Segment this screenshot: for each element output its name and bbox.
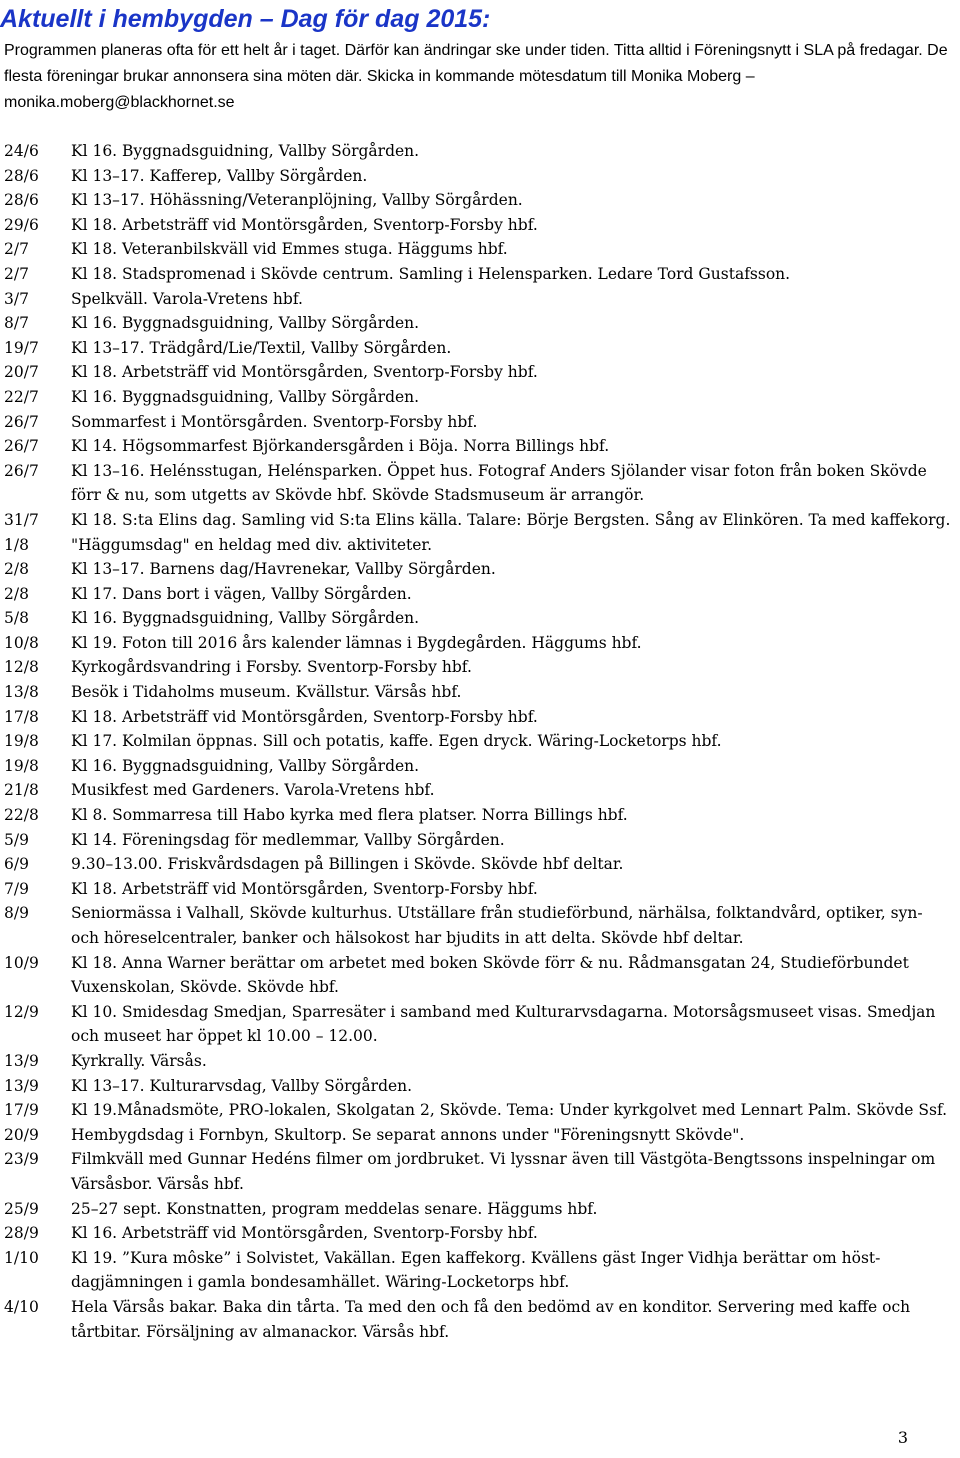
event-text: Kl 14. Högsommarfest Björkandersgården i Böja. Norra Billings hbf. bbox=[71, 437, 610, 456]
event-row bbox=[4, 139, 956, 164]
event-row bbox=[4, 533, 956, 558]
event-text: Kyrkrally. Värsås. bbox=[71, 1051, 207, 1070]
event-text: Kl 18. Stadspromenad i Skövde centrum. Samling i Helensparken. Ledare Tord Gustafsson. bbox=[71, 264, 791, 283]
event-date: 8/9 bbox=[4, 904, 29, 923]
event-text: Kl 17. Dans bort i vägen, Vallby Sörgården. bbox=[71, 584, 412, 603]
event-text: Kl 13–17. Höhässning/Veteranplöjning, Vallby Sörgården. bbox=[71, 191, 523, 210]
event-date: 2/7 bbox=[4, 240, 29, 259]
event-date: 2/8 bbox=[4, 584, 29, 603]
event-text: Filmkväll med Gunnar Hedéns filmer om jordbruket. Vi lyssnar även till Västgöta-Bengtssons inspelningar om Värsåsbor. Värsås hbf. bbox=[71, 1150, 936, 1193]
event-row bbox=[4, 1197, 956, 1222]
event-row bbox=[4, 410, 956, 435]
event-row bbox=[4, 1000, 956, 1049]
event-row bbox=[4, 459, 956, 508]
event-date: 19/7 bbox=[4, 338, 39, 357]
event-row bbox=[4, 1074, 956, 1099]
event-date: 10/9 bbox=[4, 953, 39, 972]
event-text: Besök i Tidaholms museum. Kvällstur. Värsås hbf. bbox=[71, 683, 462, 702]
event-row bbox=[4, 606, 956, 631]
event-text: Kl 18. Arbetsträff vid Montörsgården, Sventorp-Forsby hbf. bbox=[71, 363, 538, 382]
event-date: 28/9 bbox=[4, 1224, 39, 1243]
event-row bbox=[4, 213, 956, 238]
event-text: Sommarfest i Montörsgården. Sventorp-Forsby hbf. bbox=[71, 412, 478, 431]
event-row bbox=[4, 1123, 956, 1148]
event-text: Kl 13–17. Kafferep, Vallby Sörgården. bbox=[71, 166, 368, 185]
event-date: 3/7 bbox=[4, 289, 29, 308]
event-date: 21/8 bbox=[4, 781, 39, 800]
event-row bbox=[4, 803, 956, 828]
event-date: 1/10 bbox=[4, 1248, 39, 1267]
event-date: 20/9 bbox=[4, 1125, 39, 1144]
event-text: Kl 18. Anna Warner berättar om arbetet med boken Skövde förr & nu. Rådmansgatan 24, Studieförbundet Vuxenskolan, Skövde. Skövde hbf. bbox=[71, 953, 909, 997]
event-text: Kl 18. Arbetsträff vid Montörsgården, Sventorp-Forsby hbf. bbox=[71, 707, 538, 726]
event-row bbox=[4, 360, 956, 385]
event-date: 28/6 bbox=[4, 191, 39, 210]
event-row bbox=[4, 877, 956, 902]
event-row bbox=[4, 655, 956, 680]
event-text: Kl 19. ”Kura môske” i Solvistet, Vakällan. Egen kaffekorg. Kvällens gäst Inger Vidhja berättar om höst-dagjämningen i gamla bondesamhället. Wäring-Locketorps hbf. bbox=[71, 1248, 881, 1292]
event-text: Kl 16. Byggnadsguidning, Vallby Sörgården. bbox=[71, 387, 420, 406]
event-row bbox=[4, 729, 956, 754]
event-row bbox=[4, 705, 956, 730]
event-date: 19/8 bbox=[4, 756, 39, 775]
event-row bbox=[4, 237, 956, 262]
event-date: 17/8 bbox=[4, 707, 39, 726]
event-date: 22/8 bbox=[4, 806, 39, 825]
event-row bbox=[4, 508, 956, 533]
event-date: 26/7 bbox=[4, 437, 39, 456]
event-date: 28/6 bbox=[4, 166, 39, 185]
event-row bbox=[4, 164, 956, 189]
event-row bbox=[4, 582, 956, 607]
event-row bbox=[4, 680, 956, 705]
event-text: Kl 18. Arbetsträff vid Montörsgården, Sventorp-Forsby hbf. bbox=[71, 879, 538, 898]
event-date: 5/9 bbox=[4, 830, 29, 849]
event-text: "Häggumsdag" en heldag med div. aktiviteter. bbox=[71, 535, 433, 554]
event-date: 8/7 bbox=[4, 314, 29, 333]
event-text: Kl 13–17. Barnens dag/Havrenekar, Vallby Sörgården. bbox=[71, 560, 496, 579]
event-text: Kl 13–17. Kulturarvsdag, Vallby Sörgården. bbox=[71, 1076, 413, 1095]
event-row bbox=[4, 336, 956, 361]
event-row bbox=[4, 1246, 956, 1295]
event-text: Kl 19. Foton till 2016 års kalender lämnas i Bygdegården. Häggums hbf. bbox=[71, 633, 642, 652]
event-text: Seniormässa i Valhall, Skövde kulturhus. Utställare från studieförbund, närhälsa, folktandvård, optiker, syn- och höreselcentraler, banker och hälsokost har bjudits in att delta. Skövde hbf deltar. bbox=[71, 904, 923, 947]
event-text: Hembygdsdag i Fornbyn, Skultorp. Se separat annons under "Föreningsnytt Skövde". bbox=[71, 1125, 745, 1144]
event-date: 5/8 bbox=[4, 609, 29, 628]
event-date: 2/8 bbox=[4, 560, 29, 579]
event-date: 13/9 bbox=[4, 1051, 39, 1070]
event-row bbox=[4, 901, 956, 950]
event-text: Kl 10. Smidesdag Smedjan, Sparresäter i samband med Kulturarvsdagarna. Motorsågsmuseet visas. Smedjan och museet har öppet kl 10.00 – 12.00. bbox=[71, 1002, 936, 1046]
event-text: Kyrkogårdsvandring i Forsby. Sventorp-Forsby hbf. bbox=[71, 658, 472, 677]
event-text: Kl 16. Byggnadsguidning, Vallby Sörgården. bbox=[71, 756, 420, 775]
event-row bbox=[4, 951, 956, 1000]
event-date: 25/9 bbox=[4, 1199, 39, 1218]
event-date: 29/6 bbox=[4, 215, 39, 234]
event-row bbox=[4, 778, 956, 803]
event-row bbox=[4, 1098, 956, 1123]
event-date: 4/10 bbox=[4, 1297, 39, 1316]
event-date: 31/7 bbox=[4, 510, 39, 529]
event-row bbox=[4, 828, 956, 853]
event-text: Kl 16. Byggnadsguidning, Vallby Sörgården. bbox=[71, 314, 420, 333]
event-text: Kl 18. S:ta Elins dag. Samling vid S:ta Elins källa. Talare: Börje Bergsten. Sång av Elinkören. Ta med kaffekorg. bbox=[71, 510, 951, 529]
page-title: Aktuellt i hembygden – Dag för dag 2015: bbox=[0, 5, 491, 33]
event-text: Kl 19.Månadsmöte, PRO-lokalen, Skolgatan 2, Skövde. Tema: Under kyrkgolvet med Lennart Palm. Skövde Ssf. bbox=[71, 1101, 948, 1120]
event-row bbox=[4, 852, 956, 877]
event-text: 25–27 sept. Konstnatten, program meddelas senare. Häggums hbf. bbox=[71, 1199, 598, 1218]
event-text: Kl 13–17. Trädgård/Lie/Textil, Vallby Sörgården. bbox=[71, 338, 452, 357]
event-date: 13/8 bbox=[4, 683, 39, 702]
event-text: Kl 16. Arbetsträff vid Montörsgården, Sventorp-Forsby hbf. bbox=[71, 1224, 538, 1243]
event-row bbox=[4, 557, 956, 582]
event-date: 26/7 bbox=[4, 412, 39, 431]
page-number: 3 bbox=[897, 1428, 908, 1447]
event-row bbox=[4, 1147, 956, 1196]
event-row bbox=[4, 434, 956, 459]
event-date: 13/9 bbox=[4, 1076, 39, 1095]
event-text: Musikfest med Gardeners. Varola-Vretens hbf. bbox=[71, 781, 435, 800]
event-list bbox=[4, 139, 956, 1344]
event-text: Kl 14. Föreningsdag för medlemmar, Vallby Sörgården. bbox=[71, 830, 505, 849]
event-date: 22/7 bbox=[4, 387, 39, 406]
intro-paragraph: Programmen planeras ofta för ett helt år i taget. Därför kan ändringar ske under tiden. Titta alltid i Föreningsnytt i SLA på fredagar. De flesta föreningar brukar annonsera sina möten där. Skicka in kommande mötesdatum till Monika Moberg – monika.moberg@blackhornet.se bbox=[4, 42, 948, 111]
event-date: 12/8 bbox=[4, 658, 39, 677]
event-date: 6/9 bbox=[4, 855, 29, 874]
event-row bbox=[4, 287, 956, 312]
event-date: 26/7 bbox=[4, 461, 39, 480]
event-text: Kl 16. Byggnadsguidning, Vallby Sörgården. bbox=[71, 142, 420, 160]
event-date: 20/7 bbox=[4, 363, 39, 382]
event-date: 2/7 bbox=[4, 264, 29, 283]
event-date: 10/8 bbox=[4, 633, 39, 652]
event-row bbox=[4, 631, 956, 656]
event-date: 12/9 bbox=[4, 1002, 39, 1021]
event-text: Spelkväll. Varola-Vretens hbf. bbox=[71, 289, 303, 308]
event-text: Kl 17. Kolmilan öppnas. Sill och potatis, kaffe. Egen dryck. Wäring-Locketorps hbf. bbox=[71, 732, 722, 751]
event-text: Kl 18. Veteranbilskväll vid Emmes stuga. Häggums hbf. bbox=[71, 240, 508, 259]
event-row bbox=[4, 1221, 956, 1246]
event-text: Kl 8. Sommarresa till Habo kyrka med flera platser. Norra Billings hbf. bbox=[71, 806, 628, 825]
event-date: 24/6 bbox=[4, 142, 39, 160]
event-text: Hela Värsås bakar. Baka din tårta. Ta med den och få den bedömd av en konditor. Servering med kaffe och tårtbitar. Försäljning av almanackor. Värsås hbf. bbox=[71, 1297, 911, 1341]
event-date: 19/8 bbox=[4, 732, 39, 751]
event-text: Kl 16. Byggnadsguidning, Vallby Sörgården. bbox=[71, 609, 420, 628]
event-row bbox=[4, 1049, 956, 1074]
event-row bbox=[4, 262, 956, 287]
event-text: Kl 13–16. Helénsstugan, Helénsparken. Öppet hus. Fotograf Anders Sjölander visar foton från boken Skövde förr & nu, som utgetts av Skövde hbf. Skövde Stadsmuseum är arrangör. bbox=[71, 461, 927, 505]
event-row bbox=[4, 188, 956, 213]
event-row bbox=[4, 311, 956, 336]
event-row bbox=[4, 1295, 956, 1344]
event-row bbox=[4, 385, 956, 410]
event-text: Kl 18. Arbetsträff vid Montörsgården, Sventorp-Forsby hbf. bbox=[71, 215, 538, 234]
event-date: 7/9 bbox=[4, 879, 29, 898]
event-text: 9.30–13.00. Friskvårdsdagen på Billingen i Skövde. Skövde hbf deltar. bbox=[71, 855, 624, 874]
event-row bbox=[4, 754, 956, 779]
event-date: 1/8 bbox=[4, 535, 29, 554]
event-date: 17/9 bbox=[4, 1101, 39, 1120]
event-date: 23/9 bbox=[4, 1150, 39, 1169]
